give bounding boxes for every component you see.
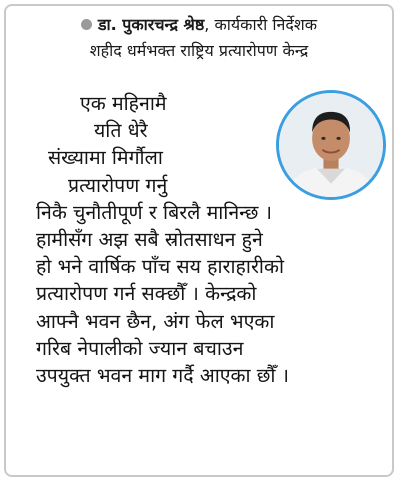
byline — [6, 12, 392, 64]
quote-line: यति धेरै — [94, 119, 148, 143]
person-name: डा. पुकारचन्द्र श्रेष्ठ — [97, 15, 205, 34]
quote-line: आफ्नै भवन छैन, अंग फेल भएका — [36, 309, 275, 333]
person-title: , कार्यकारी निर्देशक — [204, 15, 318, 34]
quote-line: गरिब नेपालीको ज्यान बचाउन — [36, 336, 244, 360]
quote-line: प्रत्यारोपण गर्नु — [68, 173, 168, 197]
quote-line: हो भने वार्षिक पाँच सय हाराहारीको — [36, 255, 285, 279]
quote-line: उपयुक्त भवन माग गर्दै आएका छौँ । — [36, 364, 290, 388]
quote-text — [36, 90, 386, 389]
organization-name: शहीद धर्मभक्त राष्ट्रिय प्रत्यारोपण केन्द्र — [89, 41, 309, 60]
byline-line-1 — [6, 12, 392, 38]
bullet-icon — [81, 19, 92, 30]
quote-line: संख्यामा मिर्गौला — [48, 146, 163, 170]
quote-line: हामीसँग अझ सबै स्रोतसाधन हुने — [36, 228, 263, 252]
article-box — [4, 4, 394, 477]
quote-line: प्रत्यारोपण गर्न सक्छौँ । केन्द्रको — [36, 282, 257, 306]
quote-line: एक महिनामै — [80, 92, 167, 115]
quote-line: निकै चुनौतीपूर्ण र बिरलै मानिन्छ । — [36, 200, 273, 224]
